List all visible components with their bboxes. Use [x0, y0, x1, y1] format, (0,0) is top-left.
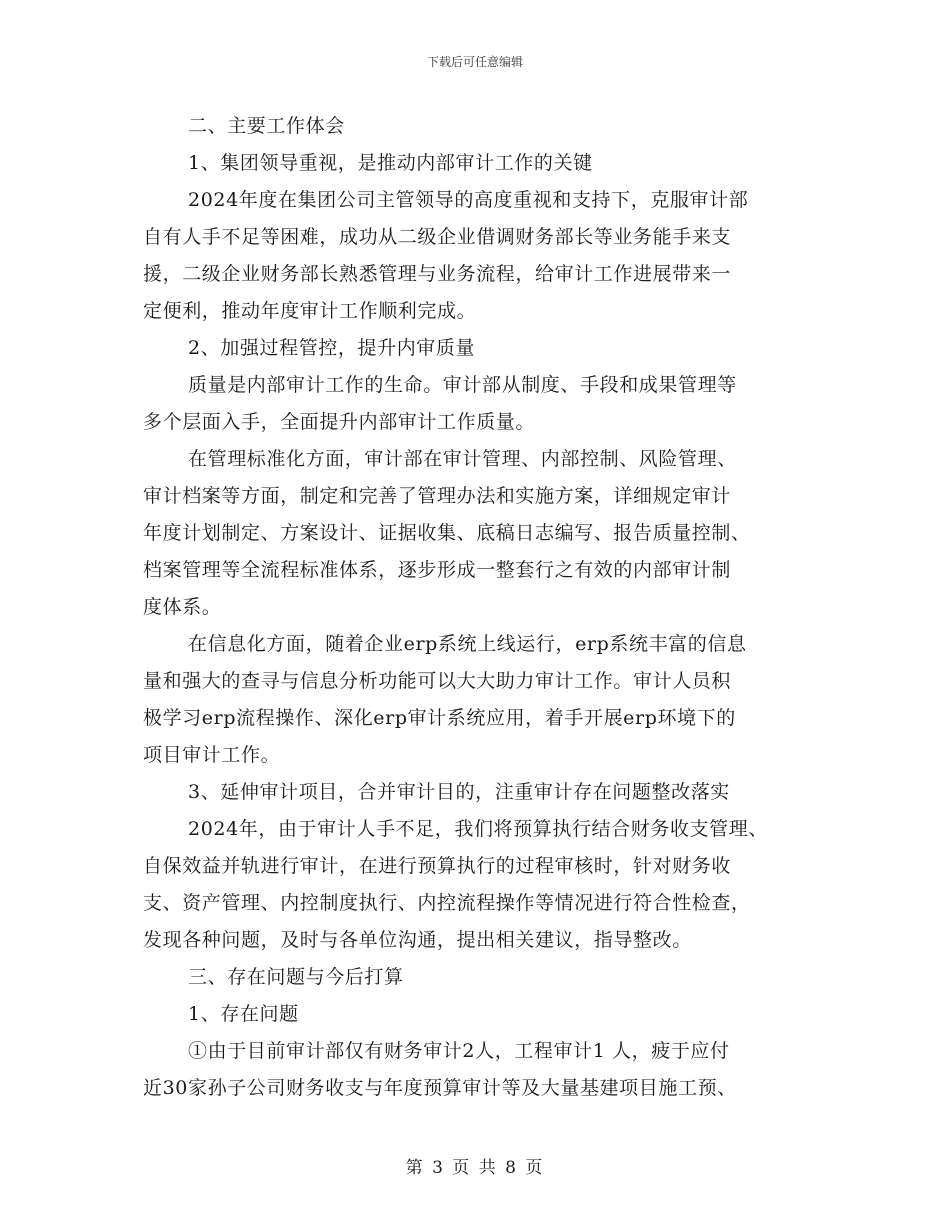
paragraph-line: 审计档案等方面，制定和完善了管理办法和实施方案，详细规定审计 [143, 485, 732, 507]
section-heading: 二、主要工作体会 [188, 115, 345, 137]
subsection-heading: 3、延伸审计项目，合并审计目的，注重审计存在问题整改落实 [188, 781, 730, 803]
paragraph-line: 自有人手不足等困难，成功从二级企业借调财务部长等业务能手来支 [143, 226, 732, 248]
paragraph-line: 极学习erp流程操作、深化erp审计系统应用，着手开展erp环境下的 [143, 707, 736, 729]
paragraph-line: 近30家孙子公司财务收支与年度预算审计等及大量基建项目施工预、 [143, 1077, 737, 1099]
paragraph-line: 质量是内部审计工作的生命。审计部从制度、手段和成果管理等 [188, 374, 737, 396]
paragraph-line: 档案管理等全流程标准体系，逐步形成一整套行之有效的内部审计制 [143, 559, 732, 581]
paragraph-line: 定便利，推动年度审计工作顺利完成。 [143, 300, 477, 322]
page-number: 第 3 页 共 8 页 [405, 1158, 545, 1178]
paragraph-line: 在管理标准化方面，审计部在审计管理、内部控制、风险管理、 [188, 448, 737, 470]
paragraph-line: 2024年，由于审计人手不足，我们将预算执行结合财务收支管理、 [188, 818, 768, 840]
paragraph-line: 度体系。 [143, 596, 222, 618]
paragraph-line: ①由于目前审计部仅有财务审计2人，工程审计1 人，疲于应付 [188, 1040, 730, 1062]
subsection-heading: 1、存在问题 [188, 1003, 299, 1025]
subsection-heading: 2、加强过程管控，提升内审质量 [188, 337, 476, 359]
paragraph-line: 项目审计工作。 [143, 744, 281, 766]
section-heading: 三、存在问题与今后打算 [188, 966, 404, 988]
paragraph-line: 年度计划制定、方案设计、证据收集、底稿日志编写、报告质量控制、 [143, 522, 751, 544]
paragraph-line: 援，二级企业财务部长熟悉管理与业务流程，给审计工作进展带来一 [143, 263, 732, 285]
paragraph-line: 在信息化方面，随着企业erp系统上线运行，erp系统丰富的信息 [188, 633, 747, 655]
document-body [143, 108, 808, 1107]
paragraph-line: 发现各种问题，及时与各单位沟通，提出相关建议，指导整改。 [143, 929, 692, 951]
paragraph-line: 自保效益并轨进行审计，在进行预算执行的过程审核时，针对财务收 [143, 855, 732, 877]
paragraph-line: 量和强大的查寻与信息分析功能可以大大助力审计工作。审计人员积 [143, 670, 732, 692]
paragraph-line: 多个层面入手，全面提升内部审计工作质量。 [143, 411, 536, 433]
header-note: 下载后可任意编辑 [426, 55, 523, 69]
subsection-heading: 1、集团领导重视，是推动内部审计工作的关键 [188, 152, 593, 174]
paragraph-line: 2024年度在集团公司主管领导的高度重视和支持下，克服审计部 [188, 189, 749, 211]
paragraph-line: 支、资产管理、内控制度执行、内控流程操作等情况进行符合性检查， [143, 892, 751, 914]
